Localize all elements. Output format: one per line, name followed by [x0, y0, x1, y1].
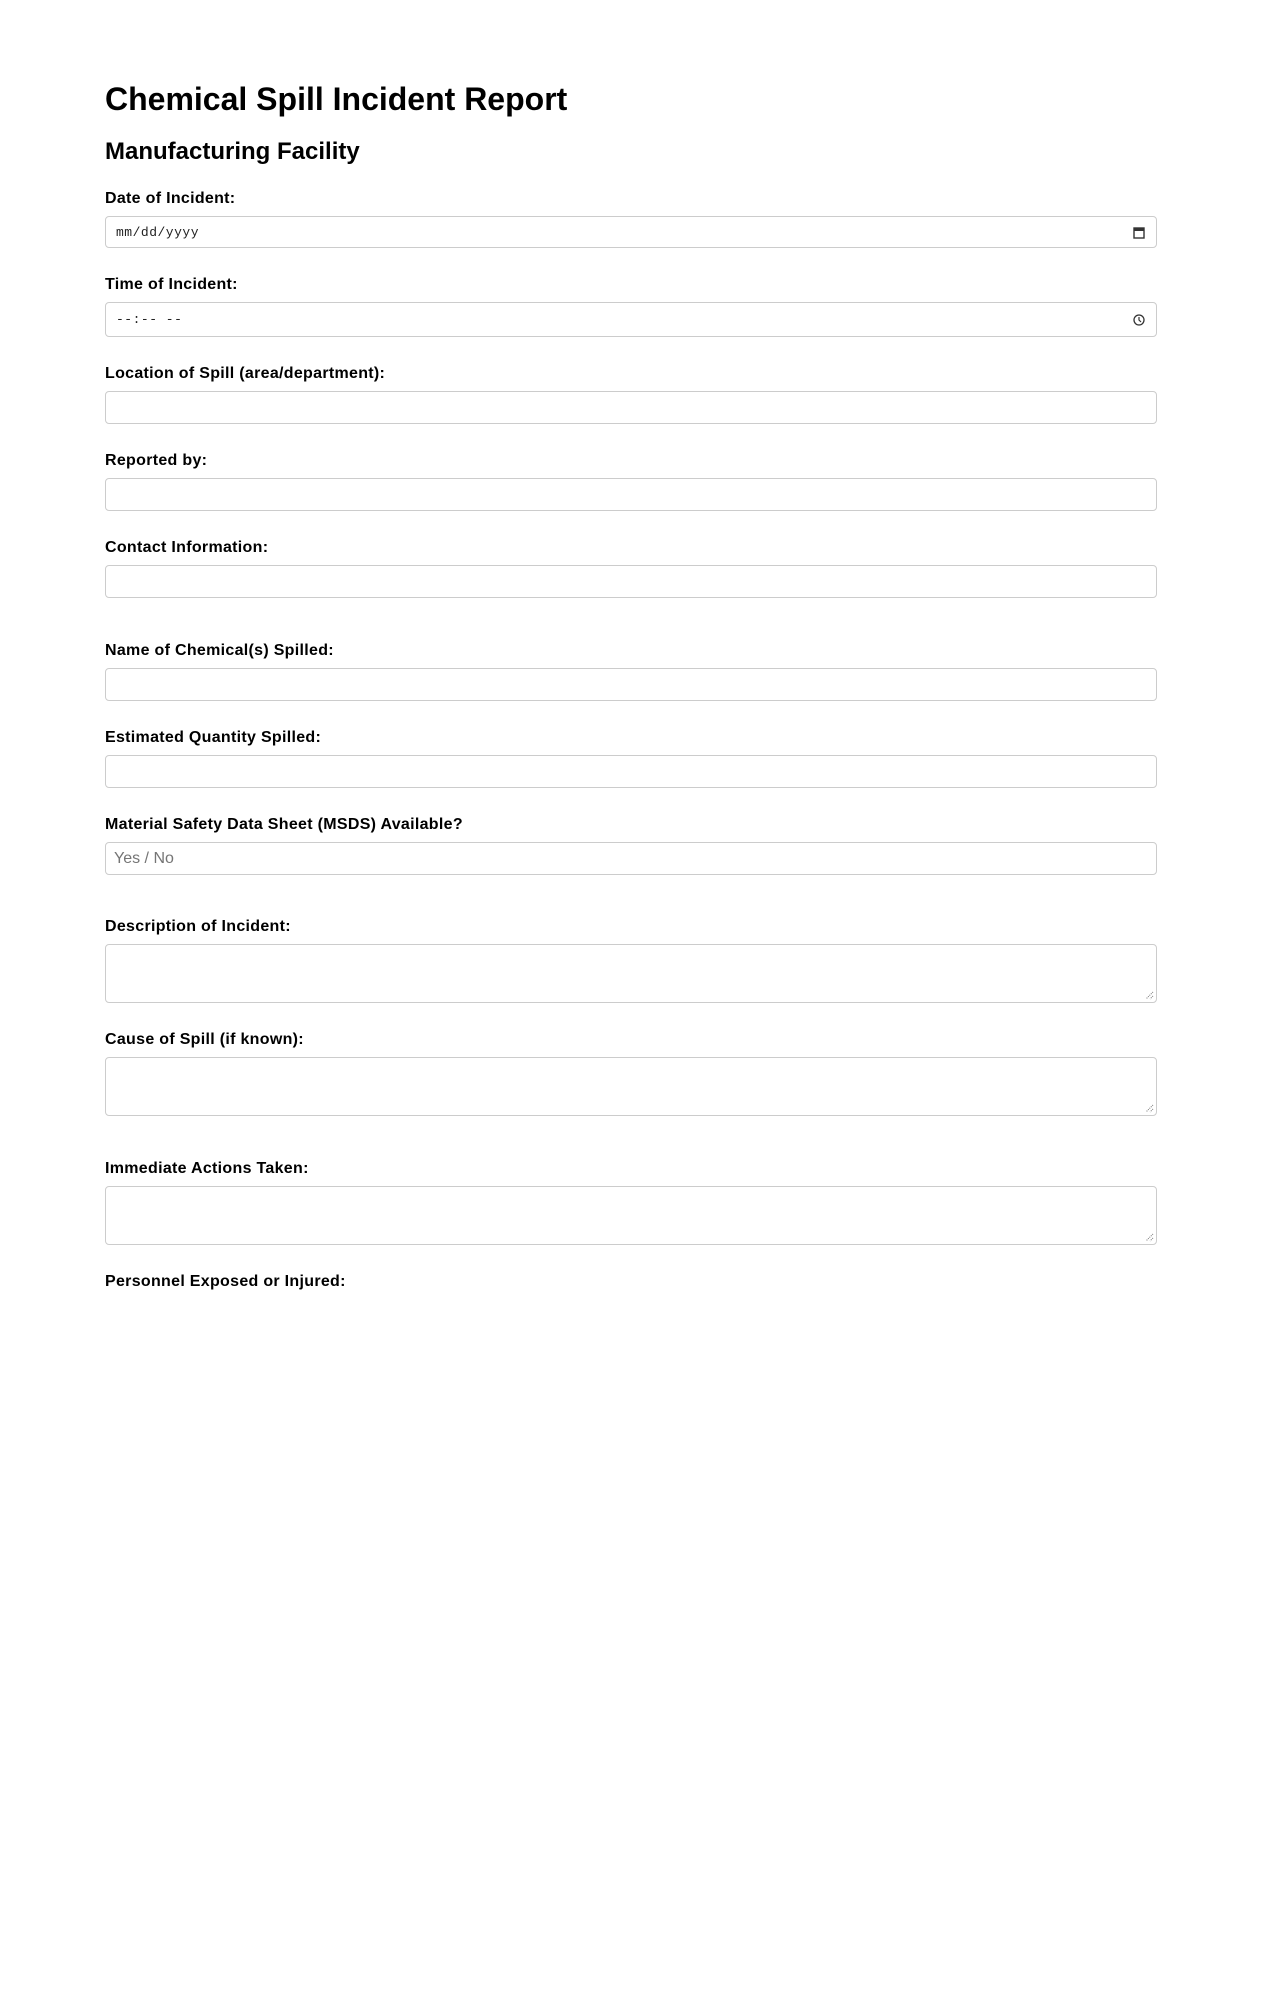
resize-handle-icon[interactable]	[1145, 1104, 1154, 1113]
page-subtitle: Manufacturing Facility	[105, 138, 360, 165]
chemical-name-input-wrapper	[105, 668, 1157, 701]
response-section	[105, 1160, 1157, 1291]
calendar-icon[interactable]	[1132, 225, 1146, 239]
msds-input-wrapper	[105, 842, 1157, 875]
reported-by-field	[105, 452, 1157, 511]
description-textarea[interactable]	[114, 945, 1148, 1002]
location-label: Location of Spill (area/department):	[105, 365, 386, 382]
cause-textarea-wrapper	[105, 1057, 1157, 1116]
quantity-label: Estimated Quantity Spilled:	[105, 729, 322, 746]
incident-details-section	[105, 918, 1157, 1116]
cause-field	[105, 1031, 1157, 1116]
msds-input[interactable]	[114, 843, 1148, 874]
time-input[interactable]	[105, 302, 1157, 337]
personnel-field	[105, 1273, 1157, 1291]
clock-icon[interactable]	[1132, 313, 1146, 327]
incident-info-section	[105, 190, 1157, 598]
reported-by-label: Reported by:	[105, 452, 208, 469]
chemical-info-section	[105, 642, 1157, 875]
time-field	[105, 276, 1157, 337]
quantity-input[interactable]	[114, 756, 1148, 787]
date-input[interactable]	[105, 216, 1157, 248]
description-field	[105, 918, 1157, 1003]
date-label: Date of Incident:	[105, 190, 236, 207]
actions-textarea[interactable]	[114, 1187, 1148, 1244]
reported-by-input-wrapper	[105, 478, 1157, 511]
resize-handle-icon[interactable]	[1145, 991, 1154, 1000]
msds-field	[105, 816, 1157, 875]
quantity-field	[105, 729, 1157, 788]
date-field	[105, 190, 1157, 248]
chemical-name-label: Name of Chemical(s) Spilled:	[105, 642, 334, 659]
contact-field	[105, 539, 1157, 598]
location-field	[105, 365, 1157, 424]
cause-label: Cause of Spill (if known):	[105, 1031, 304, 1048]
location-input-wrapper	[105, 391, 1157, 424]
chemical-name-input[interactable]	[114, 669, 1148, 700]
location-input[interactable]	[114, 392, 1148, 423]
description-label: Description of Incident:	[105, 918, 291, 935]
personnel-label: Personnel Exposed or Injured:	[105, 1273, 346, 1290]
actions-label: Immediate Actions Taken:	[105, 1160, 309, 1177]
actions-field	[105, 1160, 1157, 1245]
description-textarea-wrapper	[105, 944, 1157, 1003]
contact-input[interactable]	[114, 566, 1148, 597]
time-label: Time of Incident:	[105, 276, 238, 293]
report-form	[105, 0, 1157, 1291]
resize-handle-icon[interactable]	[1145, 1233, 1154, 1242]
actions-textarea-wrapper	[105, 1186, 1157, 1245]
page-title: Chemical Spill Incident Report	[105, 81, 568, 117]
quantity-input-wrapper	[105, 755, 1157, 788]
msds-label: Material Safety Data Sheet (MSDS) Available?	[105, 816, 463, 833]
time-placeholder: --:-- --	[116, 312, 183, 327]
reported-by-input[interactable]	[114, 479, 1148, 510]
contact-input-wrapper	[105, 565, 1157, 598]
contact-label: Contact Information:	[105, 539, 269, 556]
date-placeholder: mm/dd/yyyy	[116, 224, 200, 240]
chemical-name-field	[105, 642, 1157, 701]
cause-textarea[interactable]	[114, 1058, 1148, 1115]
